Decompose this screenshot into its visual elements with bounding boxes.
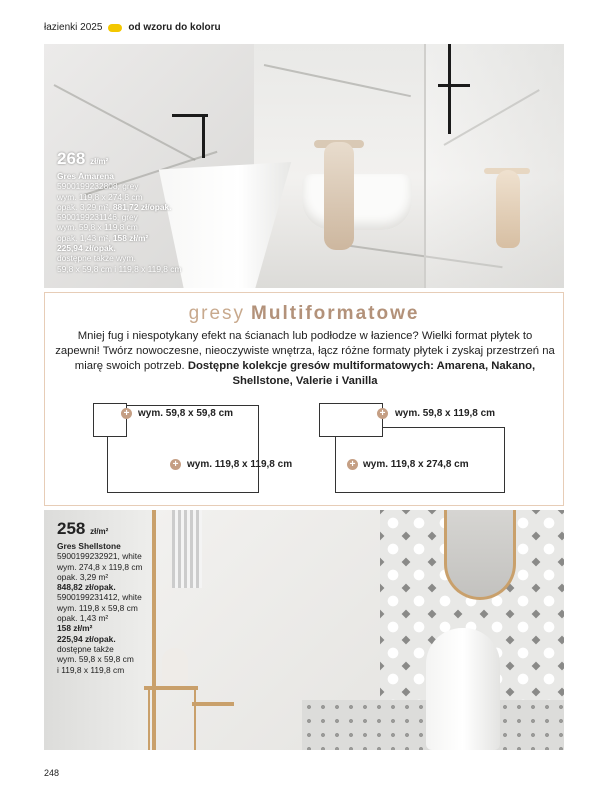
detail-text: Gres Amarena xyxy=(57,171,114,181)
detail-text: 225,94 zł/opak. xyxy=(57,633,116,644)
detail-text: i 119,8 x 119,8 cm xyxy=(57,664,125,675)
intro-text: Mniej fug i niespotykany efekt na ścianach lub podłodze w łazience? Wielki format płytek to zapewni! Twórz nowoczesne, nieoczywiste wnętrza, łącz różne formaty płytek i zyskaj przestrzeń na miarę swoich potrzeb. xyxy=(55,330,555,372)
detail-text: opak. 1,43 m², xyxy=(57,232,113,243)
detail-text: opak. 3,29 m² xyxy=(57,571,109,582)
multiformat-panel xyxy=(44,292,564,506)
detail-text: 59,8 x 59,8 cm i 119,8 x 119,8 cm xyxy=(57,263,182,274)
product-detail-line xyxy=(57,665,177,675)
plus-icon: + xyxy=(377,408,388,419)
breadcrumb-topic: od wzoru do koloru xyxy=(128,22,221,33)
product-detail-line xyxy=(57,212,197,222)
panel-title-bold: Multiformatowe xyxy=(251,303,420,324)
product-detail-line xyxy=(57,233,197,243)
product-detail-line xyxy=(57,603,177,613)
format-large-label: wym. 119,8 x 274,8 cm xyxy=(363,459,469,470)
detail-text: 848,82 zł/opak. xyxy=(57,582,116,593)
detail-text: 5900199231146, grey xyxy=(57,212,138,223)
format-small-label: wym. 59,8 x 59,8 cm xyxy=(138,408,234,419)
product-detail-line xyxy=(57,253,197,263)
product-detail-line xyxy=(57,192,197,202)
product-detail-line xyxy=(57,551,177,561)
product-detail-line xyxy=(57,613,177,623)
price-unit: zł/m² xyxy=(90,157,109,166)
plus-icon: + xyxy=(347,459,358,470)
price xyxy=(57,150,197,171)
product-info-amarena xyxy=(57,150,197,274)
yellow-pill-icon xyxy=(108,24,122,32)
product-detail-line xyxy=(57,181,197,191)
product-detail-line xyxy=(57,222,197,232)
format-small-tile xyxy=(319,403,383,437)
format-small-label: wym. 59,8 x 119,8 cm xyxy=(395,408,496,419)
detail-text: wym. 119,8 x 274,8 cm xyxy=(57,191,143,202)
plus-icon: + xyxy=(170,459,181,470)
panel-title-light: gresy xyxy=(188,303,246,324)
product-detail-line xyxy=(57,644,177,654)
product-detail-line xyxy=(57,243,197,253)
product-detail-line xyxy=(57,202,197,212)
detail-text: wym. 119,8 x 59,8 cm xyxy=(57,602,138,613)
panel-intro xyxy=(55,329,555,389)
detail-text: dostępne także wym. xyxy=(57,253,136,264)
detail-text: 5900199232808, grey xyxy=(57,181,139,192)
detail-text: Gres Shellstone xyxy=(57,541,121,551)
detail-text: opak. 1,43 m² xyxy=(57,613,109,624)
detail-text: wym. 59,8 x 59,8 cm xyxy=(57,654,134,665)
product-detail-line xyxy=(57,634,177,644)
detail-text: 225,94 zł/opak. xyxy=(57,243,116,254)
detail-text: wym. 274,8 x 119,8 cm xyxy=(57,561,143,572)
detail-text: 5900199231412, white xyxy=(57,592,142,603)
breadcrumb xyxy=(44,22,221,33)
product-detail-line xyxy=(57,541,177,551)
price-value: 258 xyxy=(57,519,86,538)
product-detail-line xyxy=(57,264,197,274)
detail-text: wym. 59,8 x 119,8 cm xyxy=(57,222,138,233)
breadcrumb-section: łazienki 2025 xyxy=(44,22,103,33)
product-detail-line xyxy=(57,654,177,664)
panel-title xyxy=(45,303,563,325)
detail-text: 5900199232921, white xyxy=(57,551,142,562)
price-unit: zł/m² xyxy=(90,527,109,536)
format-small-tile xyxy=(93,403,127,437)
detail-text: dostępne także xyxy=(57,643,114,654)
product-info-shellstone xyxy=(57,520,177,675)
intro-collections: Dostępne kolekcje gresów multiformatowych: Amarena, Nakano, Shellstone, Valerie i Vanilla xyxy=(187,360,536,387)
format-large-label: wym. 119,8 x 119,8 cm xyxy=(187,459,293,470)
product-detail-line xyxy=(57,171,197,181)
product-detail-line xyxy=(57,582,177,592)
product-detail-line xyxy=(57,623,177,633)
detail-price: 881,72 zł/opak. xyxy=(112,201,172,212)
plus-icon: + xyxy=(121,408,132,419)
price xyxy=(57,520,177,541)
detail-price: 158 zł/m² xyxy=(112,232,149,243)
detail-text: 158 zł/m² xyxy=(57,623,93,634)
detail-text: opak. 3,29 m², xyxy=(57,201,113,212)
price-value: 268 xyxy=(57,149,86,168)
product-detail-line xyxy=(57,592,177,602)
product-detail-line xyxy=(57,572,177,582)
page-number: 248 xyxy=(44,768,60,778)
product-detail-line xyxy=(57,562,177,572)
